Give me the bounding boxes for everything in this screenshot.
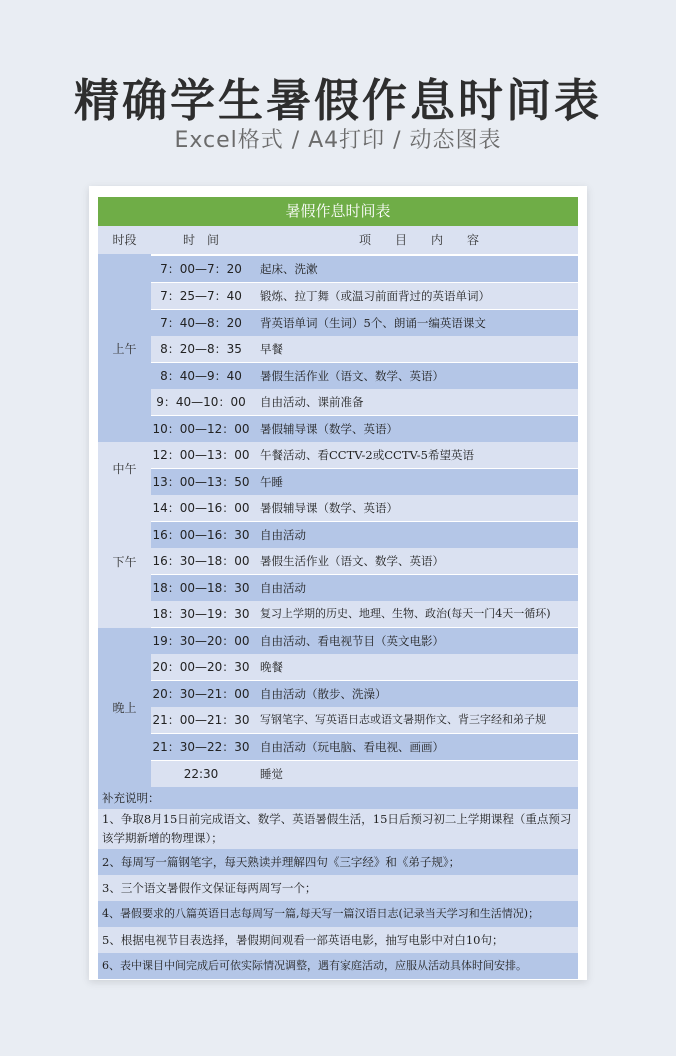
row-time: 21：30—22：30 [152,740,250,754]
schedule-row [151,256,578,282]
schedule-row [151,628,578,654]
schedule-row [151,654,578,680]
hero-subtitle: Excel格式 / A4打印 / 动态图表 [174,128,502,153]
row-item: 自由活动 [260,581,306,595]
period-evening-label: 晚上 [112,701,137,715]
row-time: 21：00—21：30 [152,713,250,727]
row-item: 晚餐 [260,660,283,674]
row-item: 自由活动 [260,528,306,542]
schedule-row [151,707,578,733]
row-time: 12：00—13：00 [152,448,250,462]
row-item: 暑假辅导课（数学、英语） [260,422,398,436]
row-item: 暑假辅导课（数学、英语） [260,501,398,515]
row-time: 16：30—18：00 [152,554,250,568]
row-item: 背英语单词（生词）5个、朗诵一编英语课文 [260,316,486,330]
row-item: 午餐活动、看CCTV-2或CCTV-5希望英语 [260,448,474,462]
row-time: 7：40—8：20 [160,316,242,330]
row-item: 复习上学期的历史、地理、生物、政治(每天一门4天一循环) [260,607,551,620]
schedule-row [151,495,578,521]
row-item: 写钢笔字、写英语日志或语文暑期作文、背三字经和弟子规 [260,713,546,726]
row-item: 自由活动、看电视节目（英文电影） [260,634,444,648]
row-time: 20：30—21：00 [152,687,250,701]
schedule-row [151,336,578,362]
row-time: 10：00—12：00 [152,422,250,436]
schedule-row [151,416,578,442]
row-item: 暑假生活作业（语文、数学、英语） [260,369,444,383]
note-item: 3、三个语文暑假作文保证每两周写一个； [98,875,578,901]
row-item: 起床、洗漱 [260,262,318,276]
header-period: 时段 [98,226,151,254]
note-item: 2、每周写一篇钢笔字，每天熟读并理解四句《三字经》和《弟子规》； [98,849,578,875]
row-time: 8：40—9：40 [160,369,242,383]
schedule-row [151,310,578,336]
schedule-row [151,761,578,787]
row-time: 22:30 [183,767,219,781]
row-time: 16：00—16：30 [152,528,250,542]
row-time: 7：25—7：40 [160,289,242,303]
note-item: 1、争取8月15日前完成语文、数学、英语暑假生活，15日后预习初二上学期课程（重点预习该学期新增的物理课）； [98,809,578,849]
schedule-row [151,522,578,548]
schedule-row [151,548,578,574]
table-title: 暑假作息时间表 [98,197,578,226]
period-evening [98,628,151,787]
period-afternoon [98,495,151,628]
period-morning [98,254,151,442]
header-time: 时 间 [182,233,219,247]
schedule-row [151,283,578,309]
notes-heading: 补充说明： [98,787,578,809]
row-item: 睡觉 [260,767,283,781]
schedule-row [151,389,578,415]
row-item: 自由活动（玩电脑、看电视、画画） [260,740,444,754]
row-item: 午睡 [260,475,283,489]
row-time: 9：40—10：00 [156,395,246,409]
period-noon-label: 中午 [112,462,137,476]
row-time: 18：30—19：30 [152,607,250,621]
header-item: 项 目 内 容 [358,233,479,247]
row-time: 19：30—20：00 [152,634,250,648]
row-item: 早餐 [260,342,283,356]
schedule-row [151,469,578,495]
note-item: 6、表中课目中间完成后可依实际情况调整，遇有家庭活动，应服从活动具体时间安排。 [98,953,578,979]
note-item: 4、暑假要求的八篇英语日志每周写一篇,每天写一篇汉语日志(记录当天学习和生活情况)； [98,901,578,927]
schedule-row [151,363,578,389]
row-item: 自由活动（散步、洗澡） [260,687,387,701]
hero-title: 精确学生暑假作息时间表 [73,74,602,127]
note-item: 5、根据电视节目表选择，暑假期间观看一部英语电影，抽写电影中对白10句； [98,927,578,953]
period-morning-label: 上午 [112,341,137,356]
row-time: 7：00—7：20 [160,262,242,276]
period-noon [98,442,151,495]
schedule-row [151,575,578,601]
schedule-sheet [89,186,587,980]
row-time: 18：00—18：30 [152,581,250,595]
schedule-row [151,442,578,468]
row-time: 14：00—16：00 [152,501,250,515]
row-item: 锻炼、拉丁舞（或温习前面背过的英语单词） [260,289,490,303]
row-time: 20：00—20：30 [152,660,250,674]
row-item: 暑假生活作业（语文、数学、英语） [260,554,444,568]
period-afternoon-label: 下午 [112,555,137,569]
schedule-row [151,681,578,707]
row-time: 8：20—8：35 [160,342,242,356]
schedule-row [151,601,578,627]
schedule-row [151,734,578,760]
row-time: 13：00—13：50 [152,475,250,489]
row-item: 自由活动、课前准备 [260,395,364,409]
